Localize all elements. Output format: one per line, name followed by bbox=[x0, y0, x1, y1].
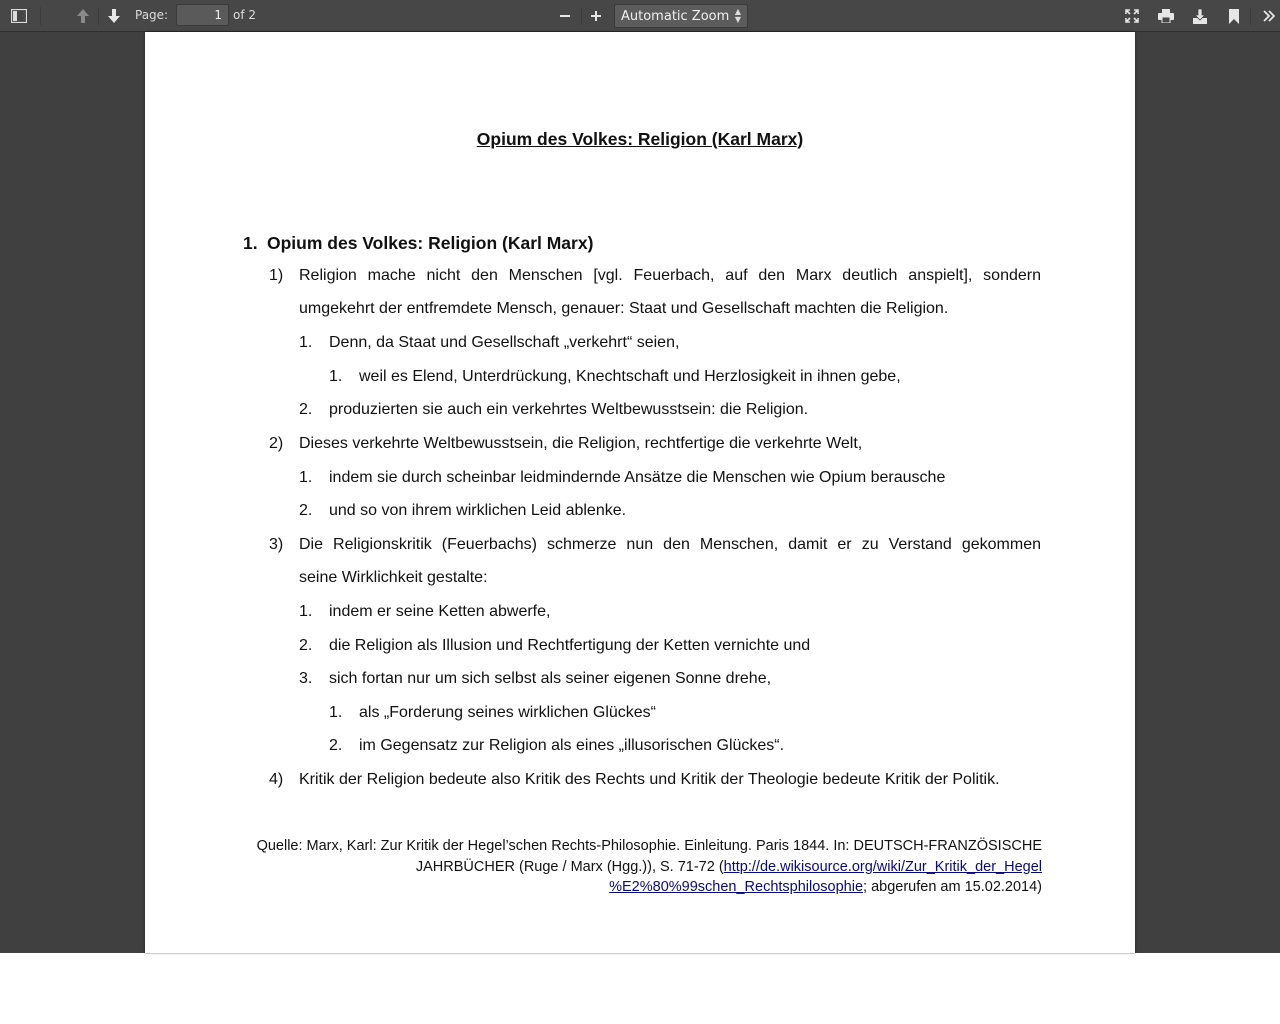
sidebar-toggle-icon[interactable] bbox=[5, 4, 33, 28]
pdf-toolbar bbox=[0, 0, 1280, 32]
list-number: 4) bbox=[269, 771, 284, 788]
zoom-in-icon[interactable] bbox=[582, 4, 610, 28]
source-citation bbox=[245, 836, 1042, 898]
list-item-text: als „Forderung seines wirklichen Glückes“ bbox=[359, 704, 656, 721]
list-item-text: im Gegensatz zur Religion als eines „illusorischen Glückes“. bbox=[359, 737, 785, 754]
zoom-select[interactable] bbox=[614, 4, 748, 28]
list-item-text: weil es Elend, Unterdrückung, Knechtschaft und Herzlosigkeit in ihnen gebe, bbox=[359, 368, 901, 385]
select-arrows-icon: ▲ ▼ bbox=[734, 7, 741, 24]
list-item-text: Dieses verkehrte Weltbewusstsein, die Religion, rechtfertige die verkehrte Welt, bbox=[299, 435, 863, 452]
tools-icon[interactable] bbox=[1258, 4, 1280, 28]
list-item-text: Die Religionskritik (Feuerbachs) schmerze nun den Menschen, damit er zu Verstand gekommen bbox=[299, 536, 1041, 553]
list-item-text: indem er seine Ketten abwerfe, bbox=[329, 603, 551, 620]
list-number: 2. bbox=[299, 502, 313, 519]
source-link[interactable]: http://de.wikisource.org/wiki/Zur_Kritik_der_Hegel bbox=[723, 858, 1042, 875]
list-number: 2) bbox=[269, 435, 284, 452]
toolbar-separator bbox=[98, 7, 99, 25]
list-item-continuation bbox=[299, 300, 948, 318]
list-item-text: produzierten sie auch ein verkehrtes Weltbewusstsein: die Religion. bbox=[329, 401, 809, 418]
page-number-input[interactable] bbox=[176, 4, 229, 26]
next-page-icon[interactable] bbox=[100, 4, 128, 28]
list-number: 1. bbox=[299, 334, 313, 351]
list-item-text: Kritik der Religion bedeute also Kritik des Rechts und Kritik der Theologie bedeute Kritik der Politik. bbox=[299, 771, 1000, 788]
list-number: 1. bbox=[329, 368, 343, 385]
list-item-text: sich fortan nur um sich selbst als seiner eigenen Sonne drehe, bbox=[329, 670, 772, 687]
section-heading-text: Opium des Volkes: Religion (Karl Marx) bbox=[267, 233, 594, 253]
list-item-text: umgekehrt der entfremdete Mensch, genauer: Staat und Gesellschaft machten die Religion. bbox=[299, 300, 949, 317]
list-number: 1. bbox=[299, 603, 313, 620]
bookmark-icon[interactable] bbox=[1220, 4, 1248, 28]
list-item-text: seine Wirklichkeit gestalte: bbox=[299, 569, 488, 586]
source-line bbox=[245, 877, 1042, 898]
previous-page-icon[interactable] bbox=[69, 4, 97, 28]
toolbar-separator bbox=[1250, 7, 1251, 25]
page-count: of 2 bbox=[233, 8, 257, 22]
list-number: 3) bbox=[269, 536, 284, 553]
section-heading bbox=[243, 233, 593, 254]
download-icon[interactable] bbox=[1186, 4, 1214, 28]
pdf-page bbox=[145, 32, 1135, 953]
list-item-text: Religion mache nicht den Menschen [vgl. Feuerbach, auf den Marx deutlich anspielt], sondern bbox=[299, 267, 1041, 284]
document-viewer[interactable] bbox=[0, 32, 1280, 953]
list-item-text: die Religion als Illusion und Rechtfertigung der Ketten vernichte und bbox=[329, 637, 811, 654]
section-number: 1. bbox=[243, 233, 258, 253]
list-number: 2. bbox=[329, 737, 343, 754]
document-title: Opium des Volkes: Religion (Karl Marx) bbox=[476, 129, 804, 149]
list-number: 1. bbox=[329, 704, 343, 721]
source-text: ; abgerufen am 15.02.2014) bbox=[863, 879, 1042, 895]
page-label: Page: bbox=[135, 8, 169, 22]
list-number: 1) bbox=[269, 267, 284, 284]
list-item-continuation bbox=[299, 569, 488, 587]
list-number: 1. bbox=[299, 469, 313, 486]
zoom-select-value: Automatic Zoom bbox=[621, 9, 730, 24]
source-text: JAHRBÜCHER (Ruge / Marx (Hgg.)), S. 71-72 ( bbox=[415, 858, 724, 875]
source-link[interactable]: %E2%80%99schen_Rechtsphilosophie bbox=[609, 879, 864, 895]
list-item-text: und so von ihrem wirklichen Leid ablenke. bbox=[329, 502, 627, 519]
source-line bbox=[245, 857, 1042, 878]
presentation-mode-icon[interactable] bbox=[1118, 4, 1146, 28]
list-number: 2. bbox=[299, 401, 313, 418]
print-icon[interactable] bbox=[1152, 4, 1180, 28]
list-item-text: indem sie durch scheinbar leidmindernde Ansätze die Menschen wie Opium berausche bbox=[329, 469, 946, 486]
toolbar-separator bbox=[40, 7, 41, 25]
zoom-out-icon[interactable] bbox=[551, 4, 579, 28]
source-line: Quelle: Marx, Karl: Zur Kritik der Hegel’schen Rechts-Philosophie. Einleitung. Paris 1844. In: DEUTSCH-FRANZÖSISCHE bbox=[256, 838, 1042, 854]
list-number: 3. bbox=[299, 670, 313, 687]
list-item-text: Denn, da Staat und Gesellschaft „verkehrt“ seien, bbox=[329, 334, 680, 351]
list-number: 2. bbox=[299, 637, 313, 654]
